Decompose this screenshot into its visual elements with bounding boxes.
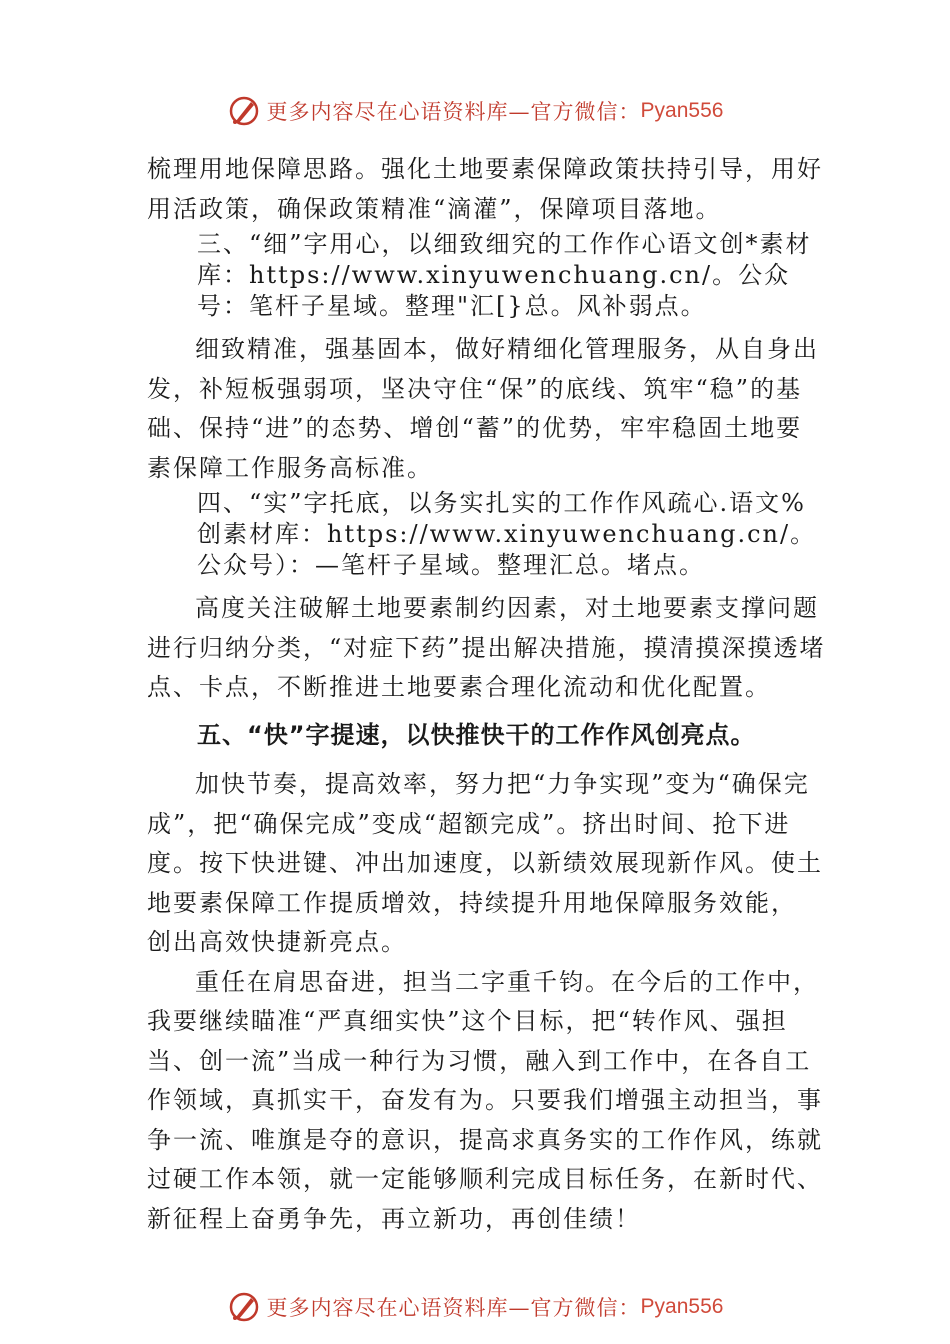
paragraph: 我要继续瞄准“严真细实快”这个目标，把“转作风、强担当、创一流”当成一种行为习惯，融入到工作中，在各自工作领域，真抓实干，奋发有为。只要我们增强主动担当，事争一流、唯旗是夺的意识，提高求真务实的工作作风，练就过硬工作本领，就一定能够顺利完成目标任务，在新时代、 新征程上奋勇争先，再立新功，再创佳绩！: [147, 1007, 823, 1233]
paragraph: 高度关注破解土地要素制约因素，对土地要素支撑问题进行归纳分类，“对症下药”提出解决措施，摸清摸深摸透堵点、卡点，不断推进土地要素合理化流动和优化配置。: [147, 594, 826, 701]
footer-banner: [0, 1290, 950, 1324]
paragraph: 梳理用地保障思路。强化土地要素保障政策扶持引导，用好用活政策，确保政策精准“滴灌”，保障项目落地。: [147, 155, 823, 223]
paragraph-line: 重任在肩思奋进，担当二字重千钧。在今后的工作中，: [195, 967, 819, 996]
paragraph: 加快节奏，提高效率，努力把“力争实现”变为“确保完成”，把“确保完成”变成“超额完成”。挤出时间、抢下进度。按下快进键、冲出加速度，以新绩效展现新作风。使土地要素保障工作提质增效，持续提升用地保障服务效能， 创出高效快捷新亮点。: [147, 770, 823, 956]
banner-text: 更多内容尽在心语资料库—官方微信：: [266, 1296, 641, 1320]
banner-wechat-id: Pyan556: [640, 99, 724, 122]
header-banner: [0, 94, 950, 128]
paragraph: 细致精准，强基固本，做好精细化管理服务，从自身出发，补短板强弱项，坚决守住“保”的底线、筑牢“稳”的基础、保持“进”的态势、增创“蓄”的优势，牢牢稳固土地要素保障工作服务高标准。: [147, 335, 819, 482]
section-heading-3: 三、“细”字用心，以细致细究的工作作心语文创*素材库：https://www.xinyuwenchuang.cn/。公众号：笔杆子星域。整理"汇[}总。风补弱点。: [197, 230, 812, 320]
document-body: [147, 150, 827, 1239]
section-heading-4: 四、“实”字托底，以务实扎实的工作作风疏心.语文%创素材库：https://www.xinyuwenchuang.cn/。公众号）：—笔杆子星域。整理汇总。堵点。: [197, 489, 817, 579]
banner-text: 更多内容尽在心语资料库—官方微信：: [266, 100, 641, 124]
banner-wechat-id: Pyan556: [640, 1295, 724, 1318]
quill-pen-logo-icon: [227, 1290, 261, 1324]
section-heading-5: 五、“快”字提速，以快推快干的工作作风创亮点。: [197, 720, 756, 749]
quill-pen-logo-icon: [227, 94, 261, 128]
